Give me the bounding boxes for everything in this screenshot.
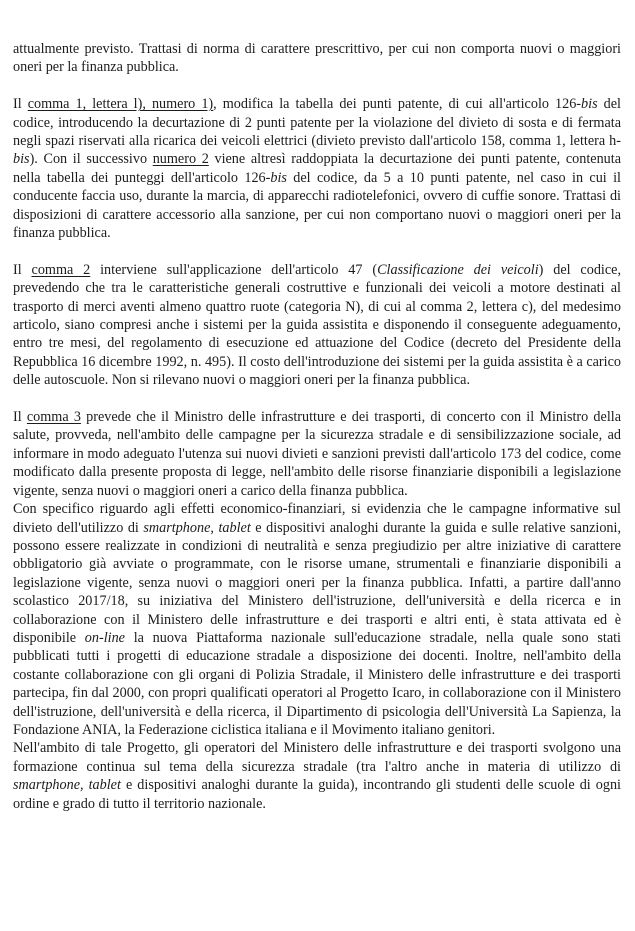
italic-term: bis [270,169,287,186]
reference-comma-2: comma 2 [31,261,91,278]
italic-term: bis [581,96,598,113]
paragraph-effetti-economici [13,500,621,739]
text-run: e dispositivi analoghi durante la guida), incontrando gli studenti delle scuole di ogni ordine e grado di tutto il territorio nazionale. [13,777,622,812]
text-run: viene altresì raddoppiata la decurtazione dei punti patente, contenuta nella tabella dei punteggi dell'articolo 126- [13,151,621,186]
text-run: Nell'ambito di tale Progetto, gli operatori del Ministero delle infrastrutture e dei trasporti svolgono una formazione continua sul tema della sicurezza stradale (tra l'altro anche in materia di utilizzo di [13,740,621,775]
italic-term: Classificazione dei veicoli [377,261,539,278]
paragraph-text: attualmente previsto. Trattasi di norma di carattere prescrittivo, per cui non comporta nuovi o maggiori oneri per la finanza pubblica. [13,41,621,76]
italic-term: bis [13,151,30,168]
italic-term: on-line [84,629,125,646]
paragraph-progetto-icaro [13,739,621,813]
paragraph-comma-1 [13,95,621,242]
text-run: prevede che il Ministro delle infrastrutture e dei trasporti, di concerto con il Ministro della salute, provveda, nell'ambito delle campagne per la sicurezza stradale e di sensibilizzazione sociale, ad informare in modo adeguato l'utenza sui nuovi divieti e sanzioni previsti dall'articolo 173 del codice, come modificato dalla presente proposta di legge, nell'ambito delle risorse finanziarie disponibili a legislazione vigente, senza nuovi o maggiori oneri a carico della finanza pubblica. [13,409,622,499]
text-run: del codice, introducendo la decurtazione di 2 punti patente per la violazione del divieto di sosta e di fermata negli spazi riservati alla ricarica dei veicoli elettrici (divieto previsto dall'articolo 158, comma 1, lettera h- [13,96,621,150]
text-run: , modifica la tabella dei punti patente, di cui all'articolo 126- [213,96,582,113]
reference-numero-2: numero 2 [152,151,209,168]
text-run: ) del codice, prevedendo che tra le caratteristiche generali costruttive e funzionali dei veicoli a motore destinati al trasporto di merci aventi almeno quattro ruote (categoria N), di cui al comma 2, lettera c), del medesimo articolo, siano compresi anche i sistemi per la guida assistita e disponendo il conseguente adeguamento, entro tre mesi, del regolamento di esecuzione ed attuazione del Codice (decreto del Presidente della Repubblica 16 dicembre 1992, n. 495). Il costo dell'introduzione dei sistemi per la guida assistita è a carico delle autoscuole. Non si rilevano nuovi o maggiori oneri per la finanza pubblica. [13,261,621,389]
text-run: ). Con il successivo [29,151,153,168]
italic-term: smartphone, tablet [143,519,251,536]
text-run: Il [13,261,32,278]
paragraph-comma-2 [13,261,621,390]
text-run: Il [13,409,27,426]
text-run: del codice, da 5 a 10 punti patente, nel caso in cui il conducente faccia uso, durante la marcia, di apparecchi radiotelefonici, ovvero di cuffie sonore. Trattasi di disposizioni di carattere accessorio alla sanzione, per cui non comportano nuovi o maggiori oneri per la finanza pubblica. [13,169,621,242]
reference-comma-1-lettera-l-numero-1: comma 1, lettera l), numero 1) [27,96,214,113]
reference-comma-3: comma 3 [26,409,81,426]
text-run: la nuova Piattaforma nazionale sull'educazione stradale, nella quale sono stati pubblicati tutti i progetti di educazione stradale a disposizione dei docenti. Inoltre, nell'ambito della costante collaborazione con gli organi di Polizia Stradale, il Ministero delle infrastrutture e dei trasporti partecipa, fin dal 2000, con propri qualificati operatori al Progetto Icaro, in collaborazione con il Ministero dell'istruzione, dell'università e della ricerca, il Dipartimento di psicologia dell'Università La Sapienza, la Fondazione ANIA, la Federazione ciclistica italiana e il Movimento italiano genitori. [13,629,621,738]
text-run: e dispositivi analoghi durante la guida e sulle relative sanzioni, possono essere realizzate in condizioni di neutralità e senza pregiudizio per altre iniziative di carattere obbligatorio già avviate o programmate, con le risorse umane, strumentali e finanziarie disponibili a legislazione vigente, senza nuovi o maggiori oneri per la finanza pubblica. Infatti, a partire dall'anno scolastico 2017/18, su iniziativa del Ministero dell'istruzione, dell'università e della ricerca e in collaborazione con il Ministero delle infrastrutture e dei trasporti e altri enti, è stata attivata ed è disponibile [13,519,621,646]
paragraph-continuation [13,40,621,77]
paragraph-comma-3 [13,408,621,500]
text-run: Il [13,96,28,113]
text-run: interviene sull'applicazione dell'articolo 47 ( [90,261,378,278]
italic-term: smartphone, tablet [13,777,121,794]
text-run: Con specifico riguardo agli effetti economico-finanziari, si evidenzia che le campagne informative sul divieto dell'utilizzo di [13,501,621,536]
